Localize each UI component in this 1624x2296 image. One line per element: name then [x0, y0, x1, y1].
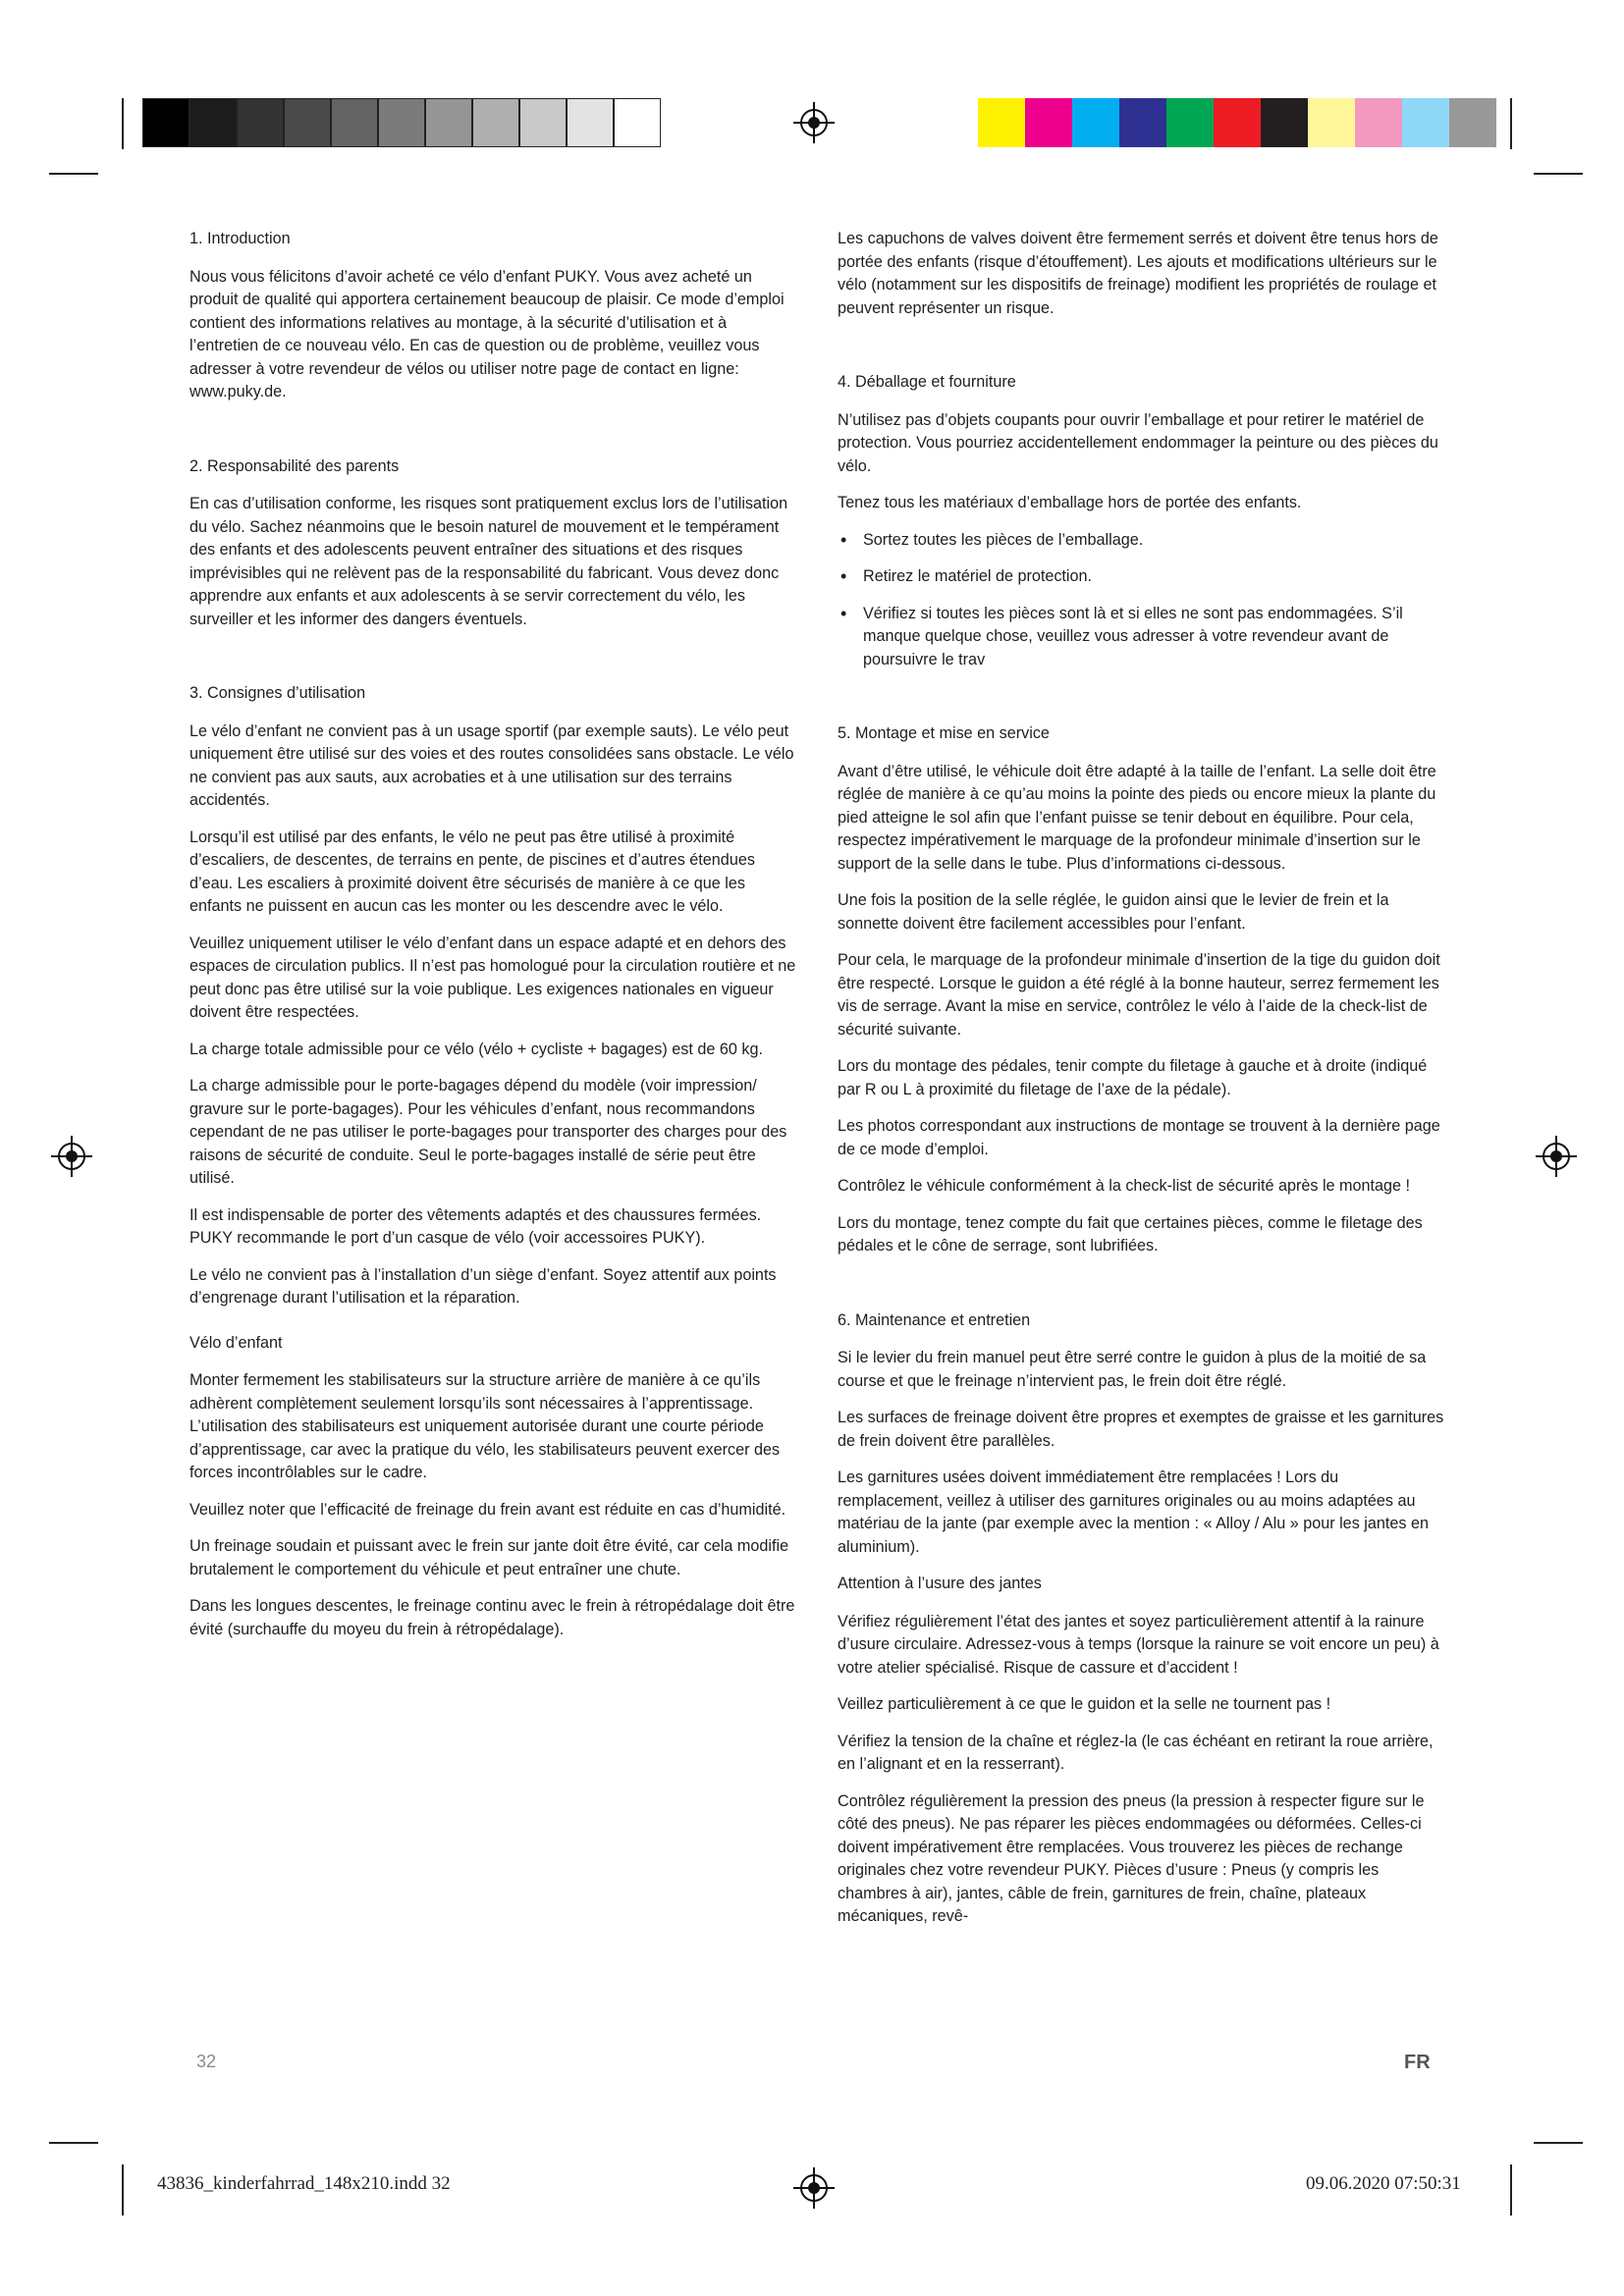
color-swatch [1072, 98, 1119, 147]
color-swatch [567, 98, 614, 147]
grey-scale-bar [142, 98, 661, 147]
paragraph: Les surfaces de freinage doivent être propres et exemptes de graisse et les garnitures de frein doivent être parallèles. [838, 1409, 1444, 1450]
right-column [838, 228, 1446, 1943]
paragraph: Il est indispensable de porter des vêtements adaptés et des chaussures fermées. PUKY recommande le port d’un casque de vélo (voir accessoires PUKY). [189, 1205, 762, 1247]
paragraph: Dans les longues descentes, le freinage continu avec le frein à rétropédalage doit être évité (surchauffe du moyeu du frein à rétropédalage). [189, 1597, 795, 1638]
paragraph: Pour cela, le marquage de la profondeur minimale d’insertion de la tige du guidon doit être respecté. Lorsque le guidon a été réglé à la bonne hauteur, serrez fermement les vis de serrage. Avant la mise en service, contrôlez le vélo à l’aide de la check-list de sécurité suivante. [838, 951, 1440, 1039]
color-swatch [1119, 98, 1166, 147]
registration-mark-icon [793, 2167, 835, 2209]
color-swatch [978, 98, 1025, 147]
list-item: • Sortez toutes les pièces de l’emballage. [838, 529, 1446, 553]
section-heading: 6. Maintenance et entretien [838, 1310, 1031, 1329]
paragraph: Une fois la position de la selle réglée, le guidon ainsi que le levier de frein et la sonnette doivent être facilement accessibles pour l’enfant. [838, 891, 1389, 933]
paragraph: Les capuchons de valves doivent être fermement serrés et doivent être tenus hors de portée des enfants (risque d’étouffement). Les ajouts et modifications ultérieurs sur le vélo (notamment sur les dispositifs de freinage) modifient les propriétés de roulage et peuvent représenter un risque. [838, 230, 1438, 317]
color-swatch [237, 98, 284, 147]
crop-mark [1510, 2164, 1512, 2216]
section-continued [838, 228, 1446, 320]
subsection-heading: Attention à l’usure des jantes [838, 1575, 1042, 1592]
print-slug-timestamp: 09.06.2020 07:50:31 [1306, 2173, 1461, 2194]
registration-mark-icon [793, 102, 835, 143]
section-heading: 1. Introduction [189, 230, 291, 247]
color-swatch [284, 98, 331, 147]
paragraph: Veillez particulièrement à ce que le guidon et la selle ne tournent pas ! [838, 1695, 1331, 1713]
paragraph: Vérifiez régulièrement l’état des jantes et soyez particulièrement attentif à la rainure d’usure circulaire. Adressez-vous à temps (lorsque la rainure se voit encore un peu) à votre atelier spécialisé. Risque de cassure et d’accident ! [838, 1612, 1439, 1677]
paragraph: La charge admissible pour le porte-bagages dépend du modèle (voir impression/ gravure sur le porte-bagages). Pour les véhicules d’enfant, nous recommandons cependant de ne pas utiliser le porte-bagages pour transporter des charges pour des raisons de sécurité de conduite. Seul le porte-bagages installé de série peut être utilisé. [189, 1077, 787, 1187]
section-parental-responsibility [189, 455, 798, 632]
crop-mark [1510, 98, 1512, 149]
color-swatch [1214, 98, 1261, 147]
paragraph: Le vélo d’enfant ne convient pas à un usage sportif (par exemple sauts). Le vélo peut uniquement être utilisé sur des voies et des routes consolidées sans obstacle. Le vélo ne convient pas aux sauts, aux acrobaties et à une utilisation sur des terrains accidentés. [189, 721, 794, 809]
crop-mark [49, 2142, 98, 2144]
section-heading: Vélo d’enfant [189, 1333, 283, 1352]
list-item: • Retirez le matériel de protection. [838, 565, 1446, 589]
paragraph: Nous vous félicitons d’avoir acheté ce vélo d’enfant PUKY. Vous avez acheté un produit de qualité qui apportera certainement beaucoup de plaisir. Ce mode d’emploi contient des informations relatives au montage, à la sécurité d’utilisation et à l’entretien de ce nouveau vélo. En cas de question ou de problème, veuillez vous adresser à votre revendeur de vélos ou utiliser notre page de contact en ligne: www.puky.de. [189, 267, 785, 400]
paragraph: Le vélo ne convient pas à l’installation d’un siège d’enfant. Soyez attentif aux points d’engrenage durant l’utilisation et la réparation. [189, 1265, 777, 1307]
paragraph: Lors du montage des pédales, tenir compte du filetage à gauche et à droite (indiqué par R ou L à proximité du filetage de l’axe de la pédale). [838, 1057, 1428, 1098]
paragraph: Veuillez uniquement utiliser le vélo d’enfant dans un espace adapté et en dehors des espaces de circulation publics. Il n’est pas homologué pour la circulation routière et ne peut donc pas être utilisé sur la voie publique. Les exigences nationales en vigueur doivent être respectées. [189, 934, 796, 1021]
registration-mark-icon [1536, 1136, 1577, 1177]
color-swatch [1025, 98, 1072, 147]
section-heading: 3. Consignes d’utilisation [189, 684, 366, 702]
paragraph: Contrôlez régulièrement la pression des pneus (la pression à respecter figure sur le côté des pneus). Ne pas réparer les pièces endommagées ou déformées. Celles-ci doivent impérativement être remplacées. Vous trouverez les pièces de rechange originales chez votre revendeur PUKY. Pièces d’usure : Pneus (y compris les chambres à air), jantes, câble de frein, garnitures de frein, chaîne, plateaux mécaniques, revê- [838, 1791, 1425, 1925]
color-swatch [1402, 98, 1449, 147]
color-swatch [425, 98, 472, 147]
paragraph: Lors du montage, tenez compte du fait que certaines pièces, comme le filetage des pédales et le cône de serrage, sont lubrifiées. [838, 1213, 1423, 1255]
language-code: FR [1404, 2052, 1431, 2073]
paragraph: Vérifiez la tension de la chaîne et réglez-la (le cas échéant en retirant la roue arrière, en l’alignant et en la resserrant). [838, 1732, 1434, 1773]
crop-mark [122, 98, 124, 149]
color-swatch [1308, 98, 1355, 147]
paragraph: Les garnitures usées doivent immédiatement être remplacées ! Lors du remplacement, veillez à utiliser des garnitures originales ou au moins adaptées au matériau de la jante (par exemple avec la mention : « Alloy / Alu » pour les jantes en aluminium). [838, 1468, 1429, 1556]
paragraph: Les photos correspondant aux instructions de montage se trouvent à la dernière page de ce mode d’emploi. [838, 1117, 1440, 1158]
registration-mark-icon [51, 1136, 92, 1177]
section-usage-instructions [189, 682, 798, 1310]
list-item: • Vérifiez si toutes les pièces sont là et si elles ne sont pas endommagées. S’il manque quelque chose, veuillez vous adresser à votre revendeur avant de poursuivre le trav [838, 603, 1446, 672]
color-control-bar [978, 98, 1496, 147]
section-childrens-bike [189, 1332, 798, 1642]
paragraph: Tenez tous les matériaux d’emballage hors de portée des enfants. [838, 494, 1302, 511]
color-swatch [1449, 98, 1496, 147]
page-number: 32 [196, 2052, 217, 2071]
paragraph: Un freinage soudain et puissant avec le frein sur jante doit être évité, car cela modifie brutalement le comportement du véhicule et peut entraîner une chute. [189, 1537, 789, 1578]
crop-mark [1534, 2142, 1583, 2144]
color-swatch [331, 98, 378, 147]
color-swatch [142, 98, 189, 147]
checklist [838, 529, 1446, 672]
color-swatch [1166, 98, 1214, 147]
section-introduction [189, 228, 798, 404]
color-swatch [519, 98, 567, 147]
paragraph: En cas d’utilisation conforme, les risques sont pratiquement exclus lors de l’utilisation du vélo. Sachez néanmoins que le besoin naturel de mouvement et le tempérament des enfants et des adolescents peuvent entraîner des situations et des risques imprévisibles qui ne relèvent pas de la responsabilité du fabricant. Vous devez donc apprendre aux enfants et aux adolescents à se servir correctement du vélo, les surveiller et les informer des dangers éventuels. [189, 495, 788, 628]
color-swatch [614, 98, 661, 147]
color-swatch [1355, 98, 1402, 147]
section-heading: 5. Montage et mise en service [838, 724, 1050, 742]
left-column [189, 228, 798, 1655]
paragraph: Lorsqu’il est utilisé par des enfants, le vélo ne peut pas être utilisé à proximité d’escaliers, de descentes, de terrains en pente, de piscines et d’autres étendues d’eau. Les escaliers à proximité doivent être sécurisés de manière à ce que les enfants ne puissent en aucun cas les monter ou les descendre avec le vélo. [189, 828, 755, 915]
color-swatch [472, 98, 519, 147]
section-assembly [838, 722, 1446, 1258]
print-slug-filename: 43836_kinderfahrrad_148x210.indd 32 [157, 2173, 451, 2194]
color-swatch [1261, 98, 1308, 147]
section-maintenance [838, 1309, 1446, 1929]
paragraph: N’utilisez pas d’objets coupants pour ouvrir l’emballage et pour retirer le matériel de protection. Vous pourriez accidentellement endommager la peinture ou des pièces du vélo. [838, 410, 1438, 475]
paragraph: Contrôlez le véhicule conformément à la check-list de sécurité après le montage ! [838, 1177, 1411, 1195]
crop-mark [49, 173, 98, 175]
paragraph: Monter fermement les stabilisateurs sur la structure arrière de manière à ce qu’ils adhèrent complètement seulement lorsqu’ils sont nécessaires à l’apprentissage. L’utilisation des stabilisateurs est uniquement autorisée durant une courte période d’apprentissage, car avec la pratique du vélo, les stabilisateurs peuvent exercer des forces incontrôlables sur le cadre. [189, 1371, 781, 1481]
paragraph: La charge totale admissible pour ce vélo (vélo + cycliste + bagages) est de 60 kg. [189, 1040, 763, 1058]
section-heading: 4. Déballage et fourniture [838, 373, 1016, 391]
color-swatch [378, 98, 425, 147]
section-unpacking [838, 371, 1446, 671]
paragraph: Veuillez noter que l’efficacité de freinage du frein avant est réduite en cas d’humidité. [189, 1500, 786, 1519]
section-heading: 2. Responsabilité des parents [189, 456, 400, 475]
paragraph: Si le levier du frein manuel peut être serré contre le guidon à plus de la moitié de sa course et que le freinage n’intervient pas, le frein doit être réglé. [838, 1349, 1427, 1390]
crop-mark [122, 2164, 124, 2216]
color-swatch [189, 98, 237, 147]
paragraph: Avant d’être utilisé, le véhicule doit être adapté à la taille de l’enfant. La selle doit être réglée de manière à ce qu’au moins la pointe des pieds ou encore mieux la plante du pied atteigne le sol afin que l’enfant puisse se tenir debout en équilibre. Pour cela, respectez impérativement le marquage de la profondeur minimale d’insertion sur le support de la selle dans le tube. Plus d’informations ci-dessous. [838, 762, 1436, 873]
crop-mark [1534, 173, 1583, 175]
